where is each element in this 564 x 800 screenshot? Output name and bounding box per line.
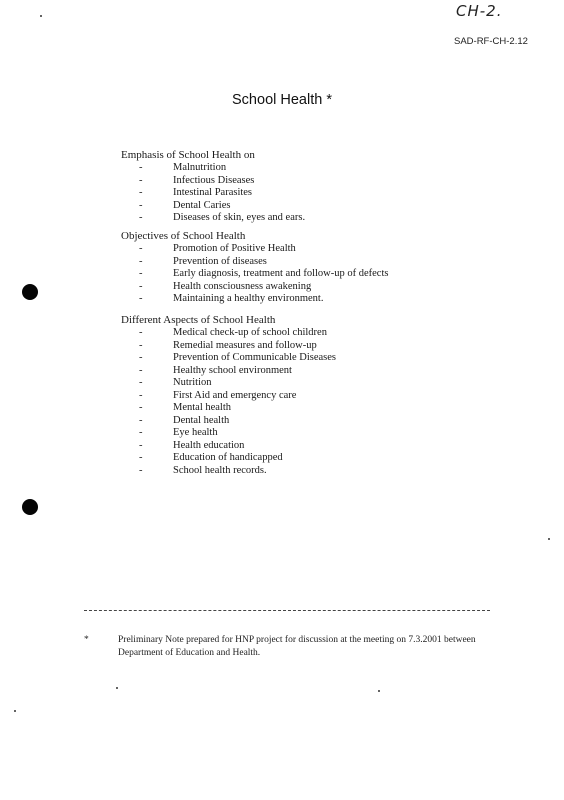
list-item-text: Medical check-up of school children: [173, 327, 327, 338]
list-item: [121, 162, 521, 175]
list-item-text: Health education: [173, 439, 245, 451]
list-item: [121, 293, 521, 306]
list-item: [121, 352, 521, 365]
bullet-dash: -: [139, 199, 143, 211]
list-item: [121, 427, 521, 440]
scan-speck: [116, 687, 118, 689]
bullet-dash: -: [139, 464, 143, 476]
bullet-dash: -: [139, 243, 143, 254]
bullet-dash: -: [139, 402, 143, 413]
list-item: [121, 415, 521, 428]
punch-hole: [22, 499, 38, 515]
list-item-text: Eye health: [173, 427, 218, 438]
list-item-text: Nutrition: [173, 377, 212, 388]
bullet-dash: -: [139, 327, 143, 338]
list-item-text: School health records.: [173, 464, 267, 476]
list-item: [121, 440, 521, 453]
list-item: [121, 465, 521, 478]
punch-hole: [22, 284, 38, 300]
list-item-text: Intestinal Parasites: [173, 187, 253, 198]
document-reference: SAD-RF-CH-2.12: [454, 36, 528, 47]
list-item: [121, 327, 521, 340]
page-title: School Health *: [232, 92, 332, 108]
section-objectives: [121, 230, 521, 306]
list-item: [121, 377, 521, 390]
list-item-text: Healthy school environment: [173, 364, 292, 376]
bullet-dash: -: [139, 174, 143, 186]
list-item: [121, 390, 521, 403]
list-item-text: Prevention of diseases: [173, 255, 267, 267]
footnote-separator: [84, 610, 490, 611]
list-item-text: Infectious Diseases: [173, 174, 255, 186]
list-item-text: Dental Caries: [173, 199, 231, 211]
bullet-dash: -: [139, 280, 143, 292]
scan-speck: [378, 690, 380, 692]
bullet-dash: -: [139, 427, 143, 438]
section-aspects: [121, 314, 521, 477]
footnote-text-line: Department of Education and Health.: [118, 648, 261, 658]
list-item: [121, 187, 521, 200]
list-item-text: First Aid and emergency care: [173, 389, 297, 401]
list-item: [121, 175, 521, 188]
section-emphasis: [121, 149, 521, 225]
bullet-dash: -: [139, 439, 143, 451]
scan-speck: [548, 538, 550, 540]
bullet-dash: -: [139, 212, 143, 223]
list-item: [121, 256, 521, 269]
list-item-text: Early diagnosis, treatment and follow-up of defects: [173, 268, 389, 279]
list-item: [121, 340, 521, 353]
list-item-text: Education of handicapped: [173, 452, 283, 463]
list-item-text: Diseases of skin, eyes and ears.: [173, 212, 306, 223]
list-item: [121, 402, 521, 415]
list-item-text: Maintaining a healthy environment.: [173, 293, 324, 304]
list-item-text: Malnutrition: [173, 162, 227, 173]
list-item-text: Mental health: [173, 402, 232, 413]
bullet-dash: -: [139, 452, 143, 463]
list-item: [121, 268, 521, 281]
list-item-text: Dental health: [173, 414, 230, 426]
list-item: [121, 452, 521, 465]
scan-speck: [40, 15, 42, 17]
list-item: [121, 212, 521, 225]
list-item-text: Prevention of Communicable Diseases: [173, 352, 337, 363]
list-item: [121, 243, 521, 256]
bullet-dash: -: [139, 339, 143, 351]
scan-speck: [14, 710, 16, 712]
bullet-dash: -: [139, 389, 143, 401]
bullet-dash: -: [139, 187, 143, 198]
list-item-text: Remedial measures and follow-up: [173, 339, 317, 351]
list-item: [121, 281, 521, 294]
list-item-text: Promotion of Positive Health: [173, 243, 296, 254]
section-heading: Different Aspects of School Health: [121, 314, 276, 326]
handwritten-document-code: CH-2.: [456, 2, 503, 20]
section-heading: Emphasis of School Health on: [121, 149, 255, 161]
bullet-dash: -: [139, 255, 143, 267]
list-item: [121, 200, 521, 213]
bullet-dash: -: [139, 268, 143, 279]
section-heading: Objectives of School Health: [121, 230, 246, 242]
bullet-dash: -: [139, 377, 143, 388]
bullet-dash: -: [139, 162, 143, 173]
bullet-dash: -: [139, 414, 143, 426]
bullet-dash: -: [139, 352, 143, 363]
list-item-text: Health consciousness awakening: [173, 280, 312, 292]
bullet-dash: -: [139, 364, 143, 376]
footnote-marker: *: [84, 635, 89, 645]
footnote-text-line: Preliminary Note prepared for HNP project for discussion at the meeting on 7.3.2001 between: [118, 635, 476, 645]
list-item: [121, 365, 521, 378]
bullet-dash: -: [139, 293, 143, 304]
